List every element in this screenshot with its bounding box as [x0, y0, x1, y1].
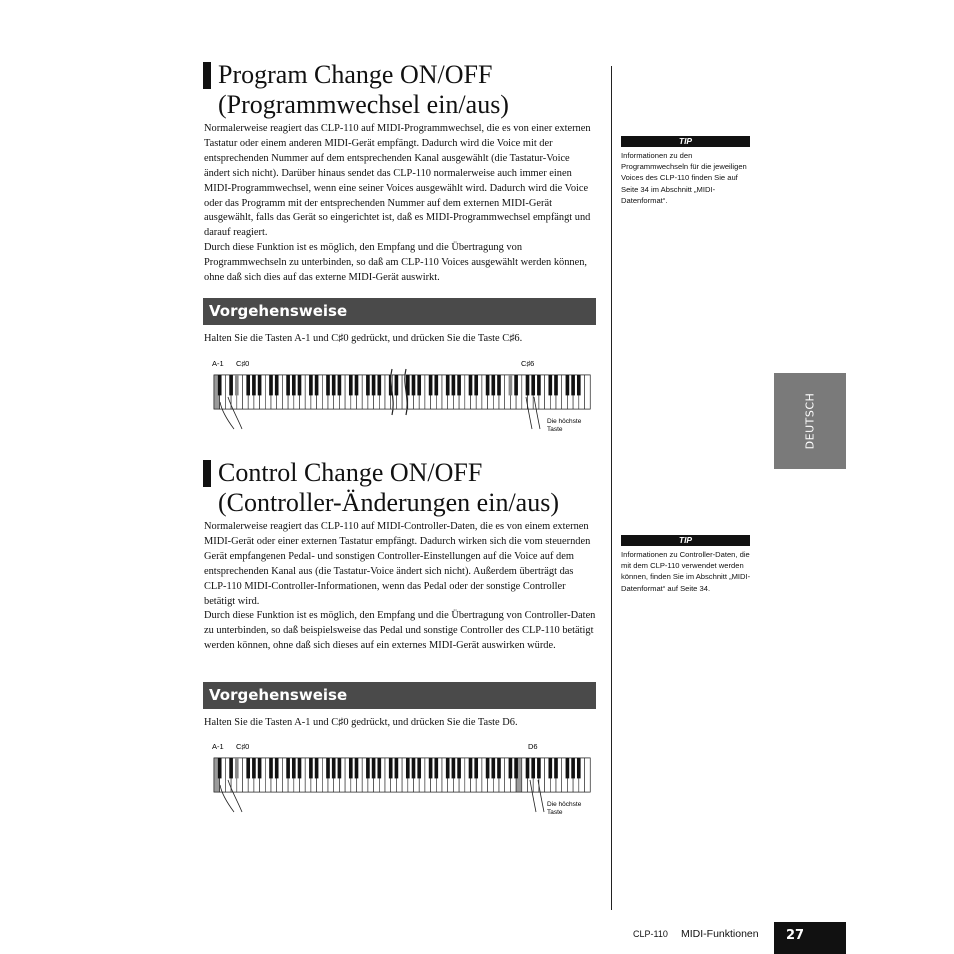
black-key [395, 375, 399, 395]
black-key [554, 375, 558, 395]
key-label-second: C♯0 [236, 359, 250, 368]
black-key [509, 375, 513, 395]
black-key [452, 375, 456, 395]
black-key [355, 375, 359, 395]
title-line-2: (Controller-Änderungen ein/aus) [218, 488, 559, 517]
black-key [355, 758, 359, 778]
black-key [509, 758, 513, 778]
procedure-heading-2 [203, 682, 596, 709]
black-key [395, 758, 399, 778]
keys-group [214, 758, 590, 792]
title-line-1: Program Change ON/OFF [218, 60, 493, 89]
black-key [218, 375, 222, 395]
black-key [218, 758, 222, 778]
black-key [531, 375, 535, 395]
keys-group [214, 369, 590, 415]
black-key [514, 758, 518, 778]
black-key [235, 375, 239, 395]
section1-paragraph-1: Normalerweise reagiert das CLP-110 auf MIDI-Programmwechsel, die es von einer externen Tastatur oder einem anderen MIDI-Gerät empfängt. Dadurch wird die Voice mit der entsprechenden Nummer auf dem entsprechenden Kanal ausgewählt (die Tastatur-Voice ändert sich nicht). Darüber hinaus sendet das CLP-110 normalerweise auch immer einen MIDI-Programmwechsel, wenn eine seiner Voices ausgewählt wird. Dadurch wird die Voice oder das Programm mit der entsprechenden Nummer auf dem externen MIDI-Gerät ausgewählt, falls das Gerät so eingerichtet ist, daß es MIDI-Programmwechsel empfängt und darauf reagiert. [204, 123, 591, 239]
language-tab [774, 373, 846, 469]
black-key [377, 375, 381, 395]
black-key [566, 375, 570, 395]
footer-chapter: MIDI-Funktionen [681, 928, 759, 940]
title-line-2: (Programmwechsel ein/aus) [218, 90, 509, 119]
black-key [537, 758, 541, 778]
black-key [554, 758, 558, 778]
title-marker-bar [203, 460, 211, 487]
black-key [429, 758, 433, 778]
black-key [474, 375, 478, 395]
black-key [434, 375, 438, 395]
note-line-2: Taste [547, 809, 563, 816]
black-key [412, 758, 416, 778]
black-key [349, 758, 353, 778]
black-key [309, 758, 313, 778]
key-label-left: A-1 [212, 359, 224, 368]
instruction-2: Halten Sie die Tasten A-1 und C♯0 gedrückt, und drücken Sie die Taste D6. [204, 717, 518, 728]
black-key [497, 375, 501, 395]
black-key [252, 375, 256, 395]
black-key [429, 375, 433, 395]
black-key [252, 758, 256, 778]
procedure-heading-1 [203, 298, 596, 325]
black-key [338, 375, 342, 395]
section2-paragraph-2: Durch diese Funktion ist es möglich, den Empfang und die Übertragung von Controller-Daten zu unterbinden, so daß beispielsweise das Pedal und sonstige Controller des CLP-110 betätigt werden können, ohne daß sich dieses auf ein externes MIDI-Gerät auswirken würde. [204, 610, 596, 652]
black-key [457, 375, 461, 395]
black-key [326, 758, 330, 778]
black-key [372, 758, 376, 778]
keyboard-diagram-2 [210, 740, 594, 820]
tip-text-1: Informationen zu den Programmwechseln für die jeweiligen Voices des CLP-110 finden Sie auf Seite 34 im Abschnitt „MIDI-Datenformat“. [621, 151, 747, 205]
black-key [577, 375, 581, 395]
section1-body [204, 122, 596, 286]
tip-label-1: TIP [621, 136, 750, 147]
page-number: 27 [786, 928, 805, 943]
black-key [292, 375, 296, 395]
black-key [548, 375, 552, 395]
black-key [566, 758, 570, 778]
black-key [457, 758, 461, 778]
black-key [229, 375, 233, 395]
section-title-control-change [203, 458, 559, 518]
black-key [486, 758, 490, 778]
tip-label-2: TIP [621, 535, 750, 546]
keyboard-svg-2 [210, 740, 594, 820]
black-key [406, 758, 410, 778]
black-key [338, 758, 342, 778]
black-key [349, 375, 353, 395]
black-key [269, 758, 273, 778]
black-key [571, 375, 575, 395]
black-key [229, 758, 233, 778]
section-title-program-change [203, 60, 509, 120]
black-key [412, 375, 416, 395]
footer-model: CLP-110 [633, 929, 668, 939]
keyboard-diagram-1 [210, 357, 594, 437]
black-key [275, 375, 279, 395]
section1-paragraph-2: Durch diese Funktion ist es möglich, den Empfang und die Übertragung von Programmwechseln zu unterbinden, so daß am CLP-110 Voices ausgewählt werden können, ohne daß sich dies auf das externe MIDI-Gerät auswirkt. [204, 242, 588, 284]
white-key [585, 375, 591, 409]
black-key [526, 758, 530, 778]
black-key [377, 758, 381, 778]
page-number-box [774, 922, 846, 954]
language-tab-label: DEUTSCH [803, 392, 817, 450]
section2-paragraph-1: Normalerweise reagiert das CLP-110 auf MIDI-Controller-Daten, die es von einem externen MIDI-Gerät oder einer externen Tastatur empfängt. Dadurch wirken sich die vom steuernden Gerät empfangenen Pedal- und sonstigen Controller-Einstellungen auf die Voice auf dem entsprechenden Kanal aus (die Tastatur-Voice ändert sich nicht). Außerdem überträgt das CLP-110 MIDI-Controller-Informationen, wenn das Pedal oder der sonstige Controller betätigt wird. [204, 521, 591, 607]
keyboard-svg-1 [210, 357, 594, 437]
black-key [417, 758, 421, 778]
procedure-heading-label: Vorgehensweise [209, 302, 348, 320]
black-key [315, 375, 319, 395]
title-line-1: Control Change ON/OFF [218, 458, 483, 487]
instruction-1: Halten Sie die Tasten A-1 und C♯0 gedrückt, und drücken Sie die Taste C♯6. [204, 333, 523, 344]
black-key [269, 375, 273, 395]
title-marker-bar [203, 62, 211, 89]
black-key [298, 758, 302, 778]
black-key [389, 758, 393, 778]
black-key [548, 758, 552, 778]
note-line-1: Die höchste [547, 418, 582, 425]
white-key [585, 758, 591, 792]
black-key [446, 758, 450, 778]
procedure-heading-label: Vorgehensweise [209, 686, 348, 704]
black-key [537, 375, 541, 395]
black-key [315, 758, 319, 778]
key-label-right: D6 [528, 742, 538, 751]
black-key [497, 758, 501, 778]
black-key [531, 758, 535, 778]
black-key [434, 758, 438, 778]
black-key [292, 758, 296, 778]
black-key [326, 375, 330, 395]
black-key [246, 758, 250, 778]
black-key [366, 375, 370, 395]
black-key [286, 758, 290, 778]
black-key [286, 375, 290, 395]
black-key [452, 758, 456, 778]
black-key [474, 758, 478, 778]
black-key [275, 758, 279, 778]
key-label-right: C♯6 [521, 359, 535, 368]
tip-text-2: Informationen zu Controller-Daten, die mit dem CLP-110 verwendet werden können, finden Sie im Abschnitt „MIDI-Datenformat“ auf Seite 34. [621, 550, 751, 593]
black-key [309, 375, 313, 395]
black-key [469, 375, 473, 395]
black-key [417, 375, 421, 395]
black-key [469, 758, 473, 778]
black-key [332, 758, 336, 778]
black-key [514, 375, 518, 395]
column-divider [611, 66, 612, 910]
section2-body [204, 520, 596, 654]
black-key [446, 375, 450, 395]
note-line-1: Die höchste [547, 801, 582, 808]
black-key [235, 758, 239, 778]
black-key [366, 758, 370, 778]
note-line-2: Taste [547, 426, 563, 433]
black-key [332, 375, 336, 395]
key-label-second: C♯0 [236, 742, 250, 751]
black-key [491, 758, 495, 778]
black-key [486, 375, 490, 395]
black-key [372, 375, 376, 395]
black-key [258, 758, 262, 778]
black-key [246, 375, 250, 395]
black-key [298, 375, 302, 395]
key-label-left: A-1 [212, 742, 224, 751]
black-key [571, 758, 575, 778]
black-key [577, 758, 581, 778]
black-key [526, 375, 530, 395]
black-key [491, 375, 495, 395]
black-key [258, 375, 262, 395]
